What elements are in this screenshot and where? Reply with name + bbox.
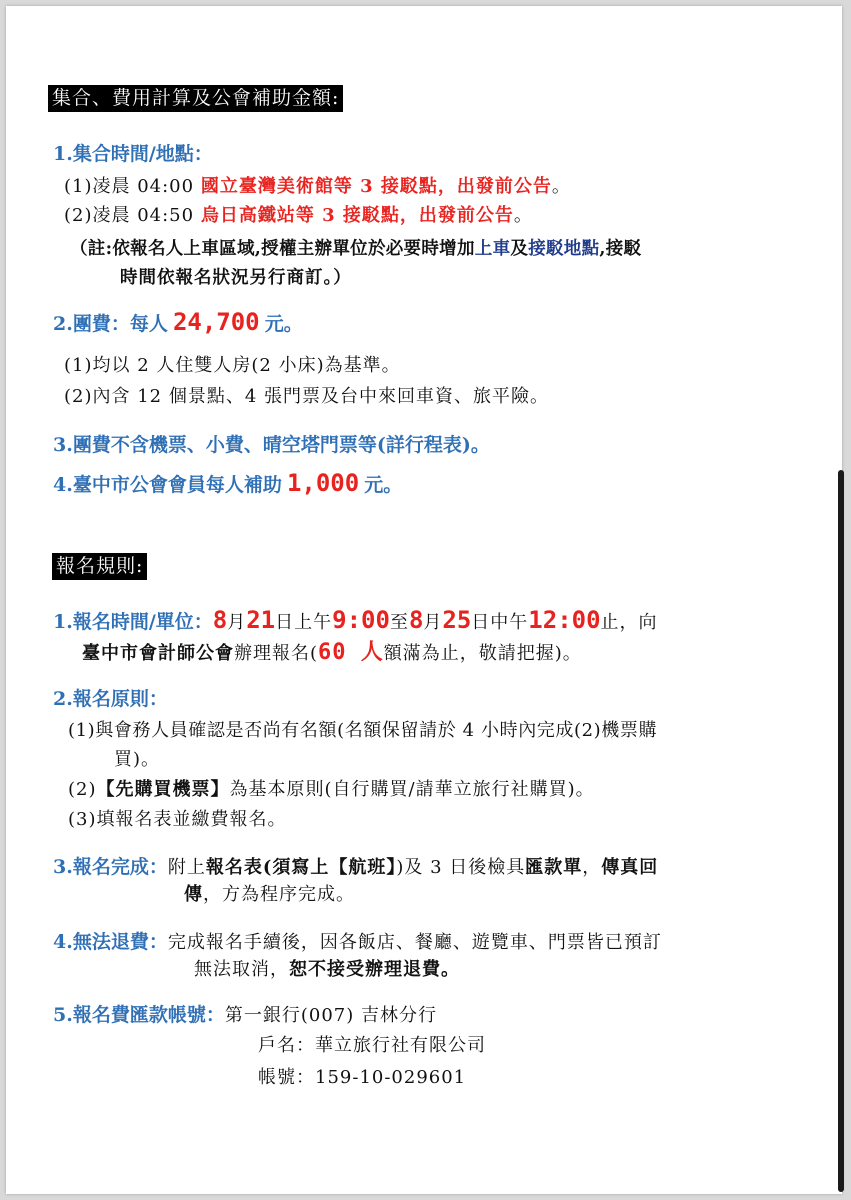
gathering-line-1-suffix: 。: [551, 176, 571, 197]
scrollbar[interactable]: [838, 470, 844, 1192]
rule-1-line-2-end: 額滿為止，敬請把握)。: [383, 643, 582, 664]
rule-1-line-1: [53, 606, 658, 636]
rule-4-line-1: [53, 927, 662, 956]
item-member-subsidy: [53, 469, 402, 497]
note-highlight-boarding: 上車: [474, 239, 511, 259]
rule-2-sub-2-prefix: (2): [68, 779, 97, 800]
note-part-2: 及: [510, 239, 529, 259]
gathering-line-2-location: 烏日高鐵站等 3 接駁點，出發前公告: [200, 205, 514, 226]
rule-1-time-1: 9:00: [332, 606, 390, 634]
rule-3-title: 3.報名完成：: [53, 856, 168, 878]
tour-fee-sub-2: (2)內含 12 個景點、4 張門票及台中來回車資、旅平險。: [64, 386, 550, 407]
rule-1-organizer: 臺中市會計師公會: [82, 643, 234, 664]
rule-1-quota: 60 人: [318, 640, 384, 665]
rule-1-time-2: 12:00: [528, 606, 601, 634]
rule-3-p2: )及 3 日後檢具: [396, 857, 526, 878]
rule-4-title: 4.無法退費：: [53, 931, 168, 953]
rule-2-sub-2-bold: 【先購買機票】: [96, 779, 230, 800]
rule-1-text-1: 月: [227, 612, 247, 633]
rule-2-title: 2.報名原則：: [53, 688, 168, 710]
gathering-line-1: [64, 174, 571, 200]
section-header-registration-rules: 報名規則:: [52, 553, 147, 580]
rule-1-text-6: 止，向: [600, 612, 658, 633]
gathering-note-line-2: 時間依報名狀況另行商訂。）: [120, 268, 352, 288]
rule-1-text-4: 月: [423, 612, 443, 633]
rule-1-title: 1.報名時間/單位：: [53, 611, 213, 633]
rule-4-line-2-prefix: 無法取消，: [194, 959, 289, 980]
rule-2-sub-1-line-2: 買)。: [114, 749, 161, 770]
rule-5-account-number: 帳號：159-10-029601: [258, 1067, 467, 1088]
rule-5-account-name: 戶名：華立旅行社有限公司: [258, 1035, 486, 1056]
subsidy-amount: 1,000: [286, 469, 360, 497]
rule-4-line-2-bold: 恕不接受辦理退費。: [289, 959, 460, 980]
rule-3-p3: ，: [582, 857, 602, 878]
gathering-line-1-location: 國立臺灣美術館等 3 接駁點，出發前公告: [200, 176, 552, 197]
tour-fee-amount: 24,700: [172, 308, 260, 336]
rule-4-line-2: [194, 957, 460, 983]
document-page: [6, 6, 842, 1194]
subsidy-unit: 元。: [364, 474, 403, 496]
gathering-line-2: [64, 203, 533, 229]
rule-5-title: 5.報名費匯款帳號：: [53, 1004, 225, 1026]
rule-1-month-1: 8: [212, 606, 228, 634]
item-tour-fee: [53, 308, 303, 336]
rule-2-sub-1-line-1: (1)與會務人員確認是否尚有名額(名額保留請於 4 小時內完成(2)機票購: [68, 720, 658, 741]
rule-1-month-2: 8: [408, 606, 424, 634]
note-highlight-pickup: 接駁地點: [528, 239, 600, 259]
rule-2-sub-2: [68, 777, 595, 803]
rule-4-line-1-text: 完成報名手續後，因各飯店、餐廳、遊覽車、門票皆已預訂: [167, 932, 662, 953]
rule-1-text-2: 日上午: [275, 612, 333, 633]
rule-5-bank: 第一銀行(007) 吉林分行: [224, 1005, 437, 1026]
note-part-1: （註:依報名人上車區域,授權主辦單位於必要時增加: [70, 239, 475, 259]
rule-3-b2: 匯款單: [525, 857, 583, 878]
rule-5-line-1: [53, 1000, 437, 1029]
item-gathering-title: 1.集合時間/地點：: [53, 143, 213, 165]
rule-1-line-2-mid: 辦理報名(: [234, 643, 319, 664]
gathering-line-2-prefix: (2)凌晨 04:50: [64, 205, 201, 226]
note-part-3: ,接駁: [599, 239, 642, 259]
rule-3-line-2-bold: 傳: [184, 884, 203, 905]
gathering-line-1-prefix: (1)凌晨 04:00: [64, 176, 201, 197]
subsidy-label: 4.臺中市公會會員每人補助: [53, 474, 282, 496]
rule-3-line-1: [53, 852, 658, 881]
rule-3-b3: 傳真回: [601, 857, 659, 878]
rule-1-text-5: 日中午: [471, 612, 529, 633]
section-header-gathering-fees: 集合、費用計算及公會補助金額:: [48, 85, 343, 112]
tour-fee-label: 2.團費：每人: [53, 313, 168, 335]
gathering-note-line-1: [70, 236, 641, 262]
rule-2-sub-3: (3)填報名表並繳費報名。: [68, 809, 287, 830]
tour-fee-sub-1: (1)均以 2 人住雙人房(2 小床)為基準。: [64, 355, 401, 376]
rule-3-line-2-rest: ，方為程序完成。: [203, 884, 355, 905]
tour-fee-unit: 元。: [264, 313, 303, 335]
rule-3-p1: 附上: [167, 857, 206, 878]
rule-1-day-2: 25: [442, 606, 472, 634]
rule-3-b1: 報名表(須寫上【航班】: [205, 857, 397, 878]
rule-2-sub-2-rest: 為基本原則(自行購買/請華立旅行社購買)。: [229, 779, 595, 800]
gathering-line-2-suffix: 。: [513, 205, 533, 226]
item-fee-exclusions: 3.團費不含機票、小費、晴空塔門票等(詳行程表)。: [53, 434, 490, 456]
rule-1-day-1: 21: [246, 606, 276, 634]
rule-3-line-2: [184, 882, 355, 908]
rule-1-text-3: 至: [389, 612, 409, 633]
rule-1-line-2: [82, 640, 582, 667]
